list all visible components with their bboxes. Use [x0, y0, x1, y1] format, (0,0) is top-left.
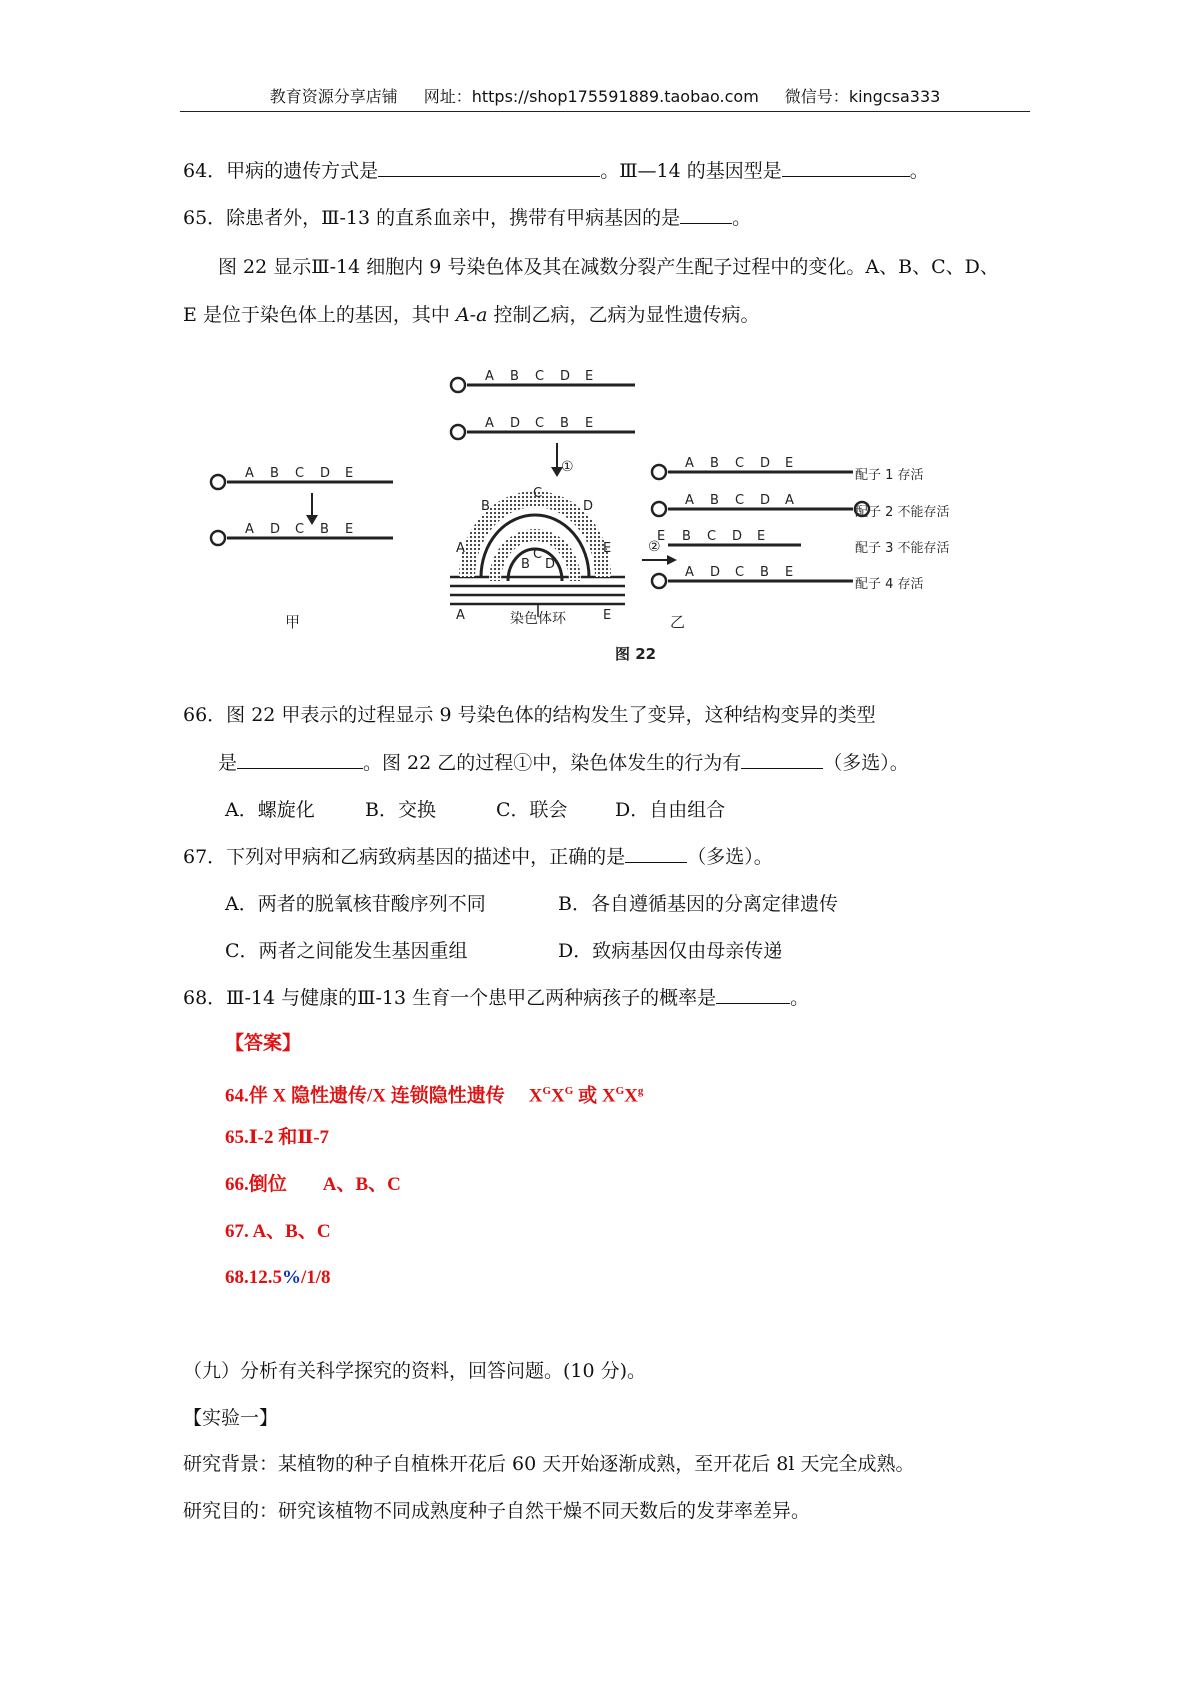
- ring-gene-left: A: [456, 541, 465, 556]
- q67-text-a: 67．下列对甲病和乙病致病基因的描述中，正确的是: [183, 846, 626, 868]
- answer-68: [225, 1265, 331, 1291]
- jia-bottom-gene-2: D: [270, 522, 281, 537]
- yi-second-gene-5: E: [585, 416, 594, 431]
- ring-gene-lower-right: E: [603, 608, 612, 623]
- panel-label-jia: 甲: [285, 613, 301, 631]
- q64-blank-2: [782, 158, 910, 177]
- q67-option-c: C．两者之间能发生基因重组: [225, 940, 468, 962]
- panel-label-yi: 乙: [670, 613, 686, 631]
- section-9-title: （九）分析有关科学探究的资料，回答问题。(10 分)。: [183, 1360, 647, 1382]
- q67-option-a: A．两者的脱氧核苷酸序列不同: [225, 893, 486, 915]
- yi-top-gene-5: E: [585, 369, 594, 384]
- ring-gene-upper-right: D: [583, 499, 594, 514]
- yi-top-gene-2: B: [510, 369, 519, 384]
- question-64: [183, 158, 929, 184]
- ring-label: 染色体环: [510, 611, 566, 627]
- research-background: 研究背景：某植物的种子自植株开花后 60 天开始逐渐成熟，至开花后 8l 天完全成熟。: [183, 1453, 915, 1475]
- ring-gene-top: C: [533, 486, 543, 501]
- q66-option-b: B．交换: [365, 799, 436, 821]
- ring-gene-inner-3: D: [545, 557, 556, 572]
- gamete-1-gene-5: E: [785, 456, 794, 471]
- experiment-1-heading: 【实验一】: [183, 1407, 279, 1429]
- q66-blank-1: [237, 750, 363, 769]
- yi-second-gene-4: B: [560, 416, 569, 431]
- question-66-line-1: 66．图 22 甲表示的过程显示 9 号染色体的结构发生了变异，这种结构变异的类型: [183, 704, 876, 726]
- gamete-4-label: 配子 4 存活: [855, 577, 924, 592]
- answer-64-sup-3: G: [615, 1085, 625, 1097]
- jia-top-gene-4: D: [320, 466, 331, 481]
- q66-option-a: A．螺旋化: [225, 799, 315, 821]
- research-purpose: 研究目的：研究该植物不同成熟度种子自然干燥不同天数后的发芽率差异。: [183, 1500, 811, 1522]
- yi-second-gene-2: D: [510, 416, 521, 431]
- jia-top-gene-3: C: [295, 466, 305, 481]
- yi-top-gene-4: D: [560, 369, 571, 384]
- question-65: [183, 205, 751, 231]
- answer-66-options: A、B、C: [322, 1174, 401, 1195]
- q65-text-a: 65．除患者外，Ⅲ-13 的直系血亲中，携带有甲病基因的是: [183, 207, 681, 229]
- gamete-2-gene-2: B: [710, 493, 719, 508]
- yi-second-gene-1: A: [485, 416, 494, 431]
- jia-bottom-gene-1: A: [245, 522, 254, 537]
- yi-top-gene-3: C: [535, 369, 545, 384]
- gamete-1-label: 配子 1 存活: [855, 468, 924, 483]
- ring-gene-inner-2: C: [533, 547, 543, 562]
- figure-22: [205, 355, 1045, 670]
- answer-64-x2: X: [551, 1085, 565, 1107]
- jia-bottom-gene-5: E: [345, 522, 354, 537]
- gamete-2-gene-3: C: [735, 493, 745, 508]
- question-67: [183, 844, 773, 870]
- gamete-4-gene-2: D: [710, 565, 721, 580]
- answer-66-text: 66.倒位: [225, 1174, 287, 1195]
- q67-text-b: （多选）。: [687, 846, 773, 868]
- wechat-id: kingcsa333: [848, 87, 941, 106]
- figure-caption: 图 22: [615, 645, 657, 663]
- q68-blank: [716, 985, 790, 1004]
- answer-64-x1: X: [528, 1085, 543, 1107]
- q64-text-c: 。: [909, 160, 929, 182]
- shop-name: 教育资源分享店铺: [269, 87, 398, 106]
- answer-66: [225, 1172, 401, 1198]
- question-68: [183, 985, 809, 1011]
- shop-url[interactable]: https://shop175591889.taobao.com: [471, 87, 759, 106]
- gamete-3-gene-1: E: [657, 529, 666, 544]
- q65-blank: [680, 205, 732, 224]
- gamete-2-gene-1: A: [685, 493, 694, 508]
- gamete-3-gene-3: C: [707, 529, 717, 544]
- q66-option-c: C．联会: [496, 799, 568, 821]
- q68-text-b: 。: [790, 987, 810, 1009]
- intro2-text-a: E 是位于染色体上的基因，其中: [183, 304, 456, 326]
- answer-64-text: 64.伴 X 隐性遗传/X 连锁隐性遗传: [225, 1085, 505, 1107]
- answer-title: 【答案】: [225, 1033, 302, 1054]
- page-header: [180, 84, 1030, 107]
- q68-text-a: 68．Ⅲ-14 与健康的Ⅲ-13 生育一个患甲乙两种病孩子的概率是: [183, 987, 717, 1009]
- header-divider: [180, 111, 1030, 112]
- gamete-1-gene-1: A: [685, 456, 694, 471]
- answer-64-sup-2: G: [564, 1085, 574, 1097]
- ring-gene-inner-1: B: [521, 557, 530, 572]
- q66-option-d: D．自由组合: [615, 799, 726, 821]
- intro2-gene-pair: A-a: [455, 304, 488, 326]
- gamete-2-gene-5: A: [785, 493, 794, 508]
- gamete-2-gene-4: D: [760, 493, 771, 508]
- gamete-4-gene-3: C: [735, 565, 745, 580]
- answer-64-sup-1: G: [542, 1085, 552, 1097]
- yi-second-gene-3: C: [535, 416, 545, 431]
- gamete-3-gene-5: E: [757, 529, 766, 544]
- gamete-3-gene-2: B: [682, 529, 691, 544]
- url-label: 网址：: [423, 87, 472, 106]
- gamete-4-gene-5: E: [785, 565, 794, 580]
- answer-64-x3: X: [601, 1085, 616, 1107]
- yi-top-gene-1: A: [485, 369, 494, 384]
- gamete-2-label: 配子 2 不能存活: [855, 505, 950, 520]
- gamete-4-gene-4: B: [760, 565, 769, 580]
- answer-68-text-b: /1/8: [301, 1267, 331, 1288]
- answer-68-percent: %: [282, 1267, 301, 1288]
- step-2-marker: ②: [648, 539, 661, 555]
- answer-68-text-a: 68.12.5: [225, 1267, 282, 1288]
- ring-gene-right: E: [603, 541, 612, 556]
- q66-text-c: （多选）。: [823, 752, 909, 774]
- answer-64-sup-4: g: [637, 1085, 644, 1097]
- jia-bottom-gene-3: C: [295, 522, 305, 537]
- jia-top-gene-1: A: [245, 466, 254, 481]
- jia-top-gene-5: E: [345, 466, 354, 481]
- gamete-1-gene-4: D: [760, 456, 771, 471]
- intro2-text-b: 控制乙病，乙病为显性遗传病。: [487, 304, 760, 326]
- answer-65: 65.Ⅰ-2 和Ⅱ-7: [225, 1127, 330, 1148]
- q67-option-d: D．致病基因仅由母亲传递: [558, 940, 783, 962]
- q66-blank-2: [741, 750, 823, 769]
- gamete-3-label: 配子 3 不能存活: [855, 541, 950, 556]
- ring-gene-upper-left: B: [481, 499, 490, 514]
- q67-blank: [625, 844, 687, 863]
- step-1-marker: ①: [561, 459, 574, 475]
- figure-intro-line-1: 图 22 显示Ⅲ-14 细胞内 9 号染色体及其在减数分裂产生配子过程中的变化。A、B、C、D、: [218, 256, 999, 278]
- q64-blank-1: [378, 158, 600, 177]
- gamete-3-gene-4: D: [732, 529, 743, 544]
- answer-67: 67. A、B、C: [225, 1221, 331, 1242]
- question-66-line-2: [218, 750, 909, 776]
- jia-bottom-gene-4: B: [320, 522, 329, 537]
- gamete-4-gene-1: A: [685, 565, 694, 580]
- gamete-1-gene-3: C: [735, 456, 745, 471]
- wechat-label: 微信号：: [784, 87, 849, 106]
- q66-text-a: 是: [218, 752, 238, 774]
- q65-text-b: 。: [732, 207, 752, 229]
- answer-64-x4: X: [624, 1085, 638, 1107]
- gamete-1-gene-2: B: [710, 456, 719, 471]
- q64-text-a: 64．甲病的遗传方式是: [183, 160, 379, 182]
- jia-top-gene-2: B: [270, 466, 279, 481]
- figure-intro-line-2: [183, 302, 759, 328]
- q66-text-b: 。图 22 乙的过程①中，染色体发生的行为有: [363, 752, 742, 774]
- answer-64-or: 或: [573, 1085, 602, 1107]
- q64-text-b: 。Ⅲ—14 的基因型是: [600, 160, 782, 182]
- q67-option-b: B．各自遵循基因的分离定律遗传: [558, 893, 838, 915]
- answer-64: [225, 1078, 643, 1109]
- ring-gene-lower-left: A: [456, 608, 465, 623]
